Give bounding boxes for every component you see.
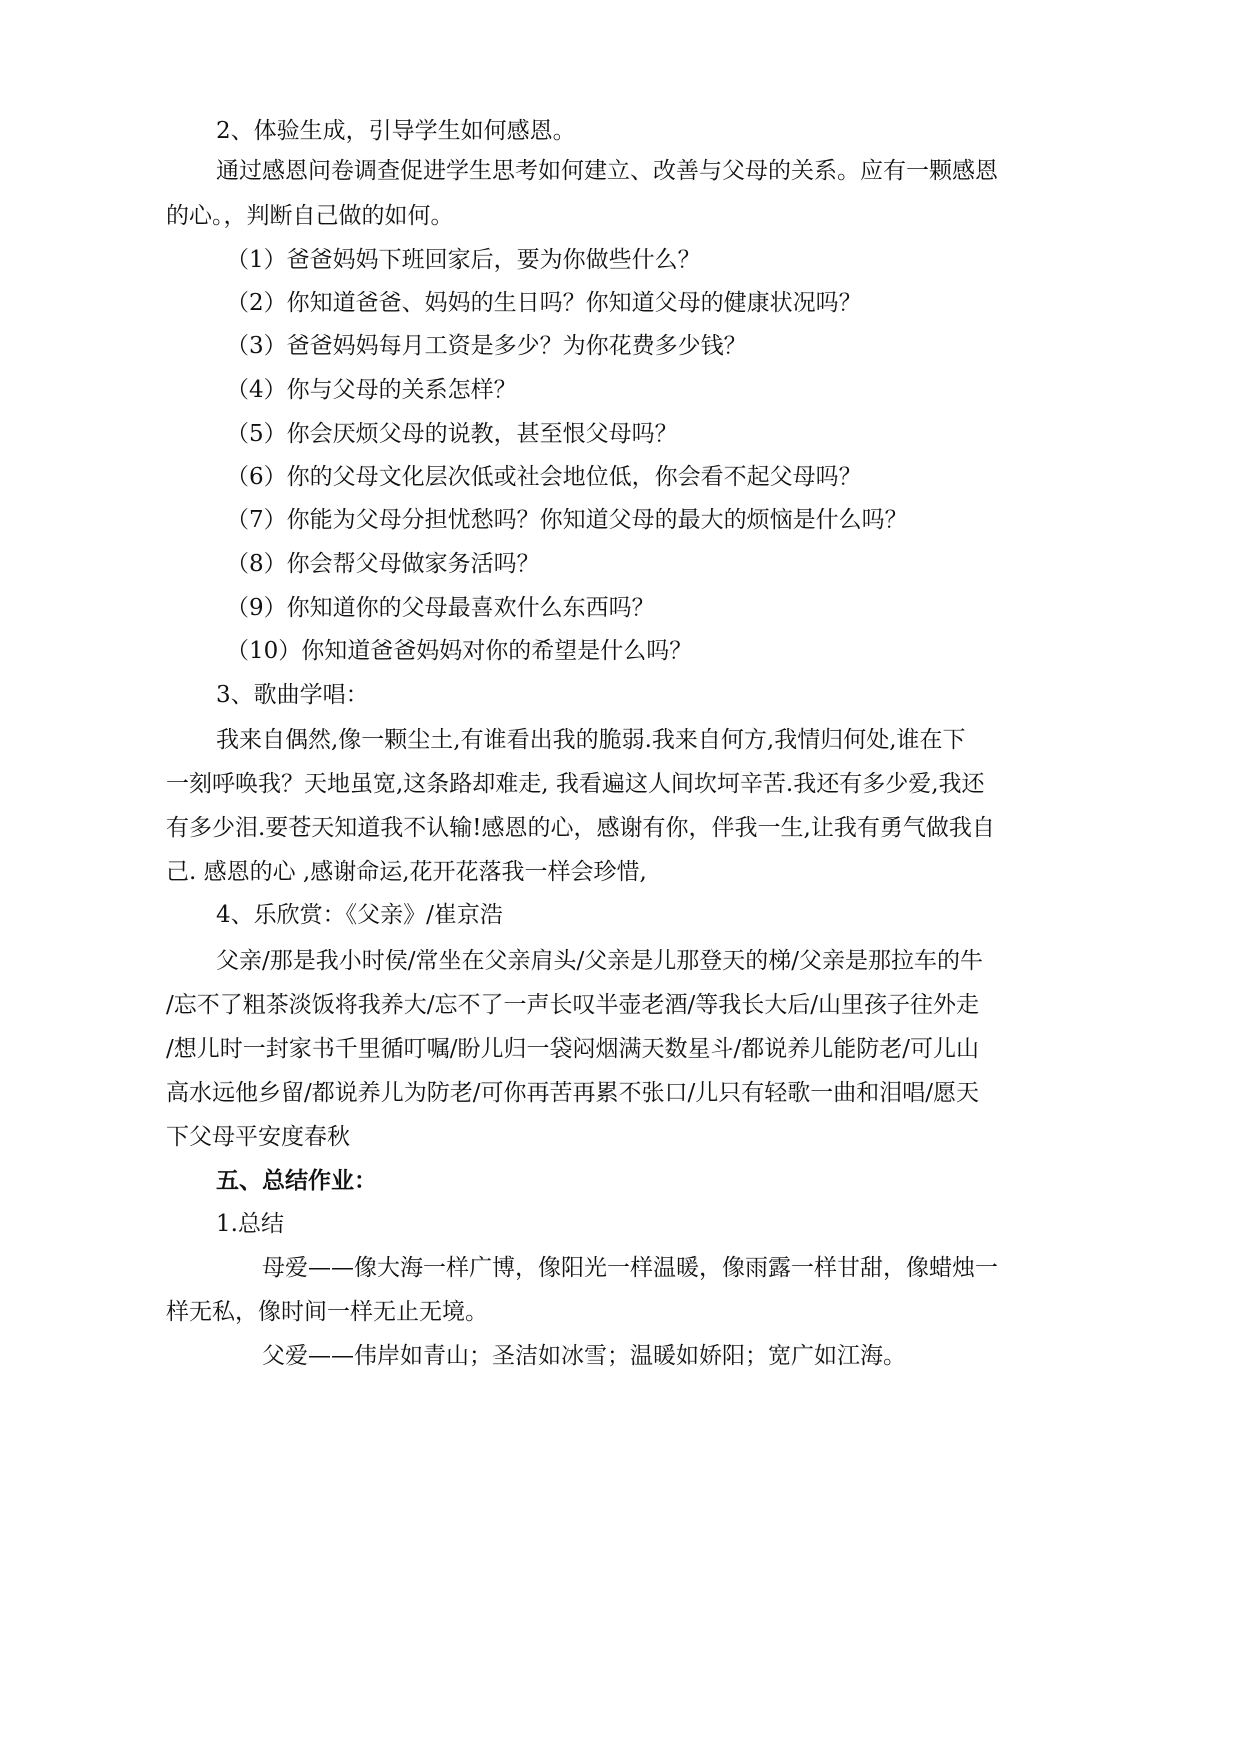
question-item-1: （1）爸爸妈妈下班回家后，要为你做些什么？	[226, 247, 701, 273]
paragraph-line: 的心。，判断自己做的如何。	[166, 203, 454, 229]
section-heading-5: 五、总结作业：	[216, 1167, 377, 1194]
question-item-3: （3）爸爸妈妈每月工资是多少？为你花费多少钱？	[226, 333, 747, 359]
section-heading-3: 3、歌曲学唱：	[216, 682, 369, 708]
question-item-10: （10）你知道爸爸妈妈对你的希望是什么吗？	[226, 638, 693, 664]
summary-line: 母爱——像大海一样广博，像阳光一样温暖，像雨露一样甘甜，像蜡烛一	[262, 1255, 998, 1281]
question-item-4: （4）你与父母的关系怎样？	[226, 377, 517, 403]
lyrics-line: 有多少泪.要苍天知道我不认输!感恩的心，感谢有你，伴我一生,让我有勇气做我自	[166, 815, 995, 841]
paragraph-line: 通过感恩问卷调查促进学生思考如何建立、改善与父母的关系。应有一颗感恩	[216, 158, 998, 184]
summary-line: 样无私，像时间一样无止无境。	[166, 1299, 488, 1325]
question-item-6: （6）你的父母文化层次低或社会地位低，你会看不起父母吗？	[226, 464, 862, 490]
poem-line: 高水远他乡留/都说养儿为防老/可你再苦再累不张口/儿只有轻歌一曲和泪唱/愿天	[166, 1080, 979, 1106]
question-item-5: （5）你会厌烦父母的说教，甚至恨父母吗？	[226, 421, 678, 447]
poem-line: 下父母平安度春秋	[166, 1124, 350, 1150]
question-item-2: （2）你知道爸爸、妈妈的生日吗？你知道父母的健康状况吗？	[226, 290, 862, 316]
summary-line: 父爱——伟岸如青山；圣洁如冰雪；温暖如娇阳；宽广如江海。	[262, 1343, 906, 1369]
section-heading-2: 2、体验生成，引导学生如何感恩。	[216, 118, 576, 144]
lyrics-line: 一刻呼唤我？天地虽宽,这条路却难走, 我看遍这人间坎坷辛苦.我还有多少爱,我还	[166, 771, 985, 797]
subheading-summary: 1.总结	[216, 1211, 284, 1237]
lyrics-line: 己. 感恩的心 ,感谢命运,花开花落我一样会珍惜,	[166, 859, 647, 885]
poem-line: /想儿时一封家书千里循叮嘱/盼儿归一袋闷烟满天数星斗/都说养儿能防老/可儿山	[166, 1036, 979, 1062]
question-item-9: （9）你知道你的父母最喜欢什么东西吗？	[226, 595, 655, 621]
lyrics-line: 我来自偶然,像一颗尘土,有谁看出我的脆弱.我来自何方,我情归何处,谁在下	[216, 727, 966, 753]
poem-line: 父亲/那是我小时侯/常坐在父亲肩头/父亲是儿那登天的梯/父亲是那拉车的牛	[216, 948, 983, 974]
poem-line: /忘不了粗茶淡饭将我养大/忘不了一声长叹半壶老酒/等我长大后/山里孩子往外走	[166, 992, 979, 1018]
question-item-8: （8）你会帮父母做家务活吗？	[226, 551, 540, 577]
question-item-7: （7）你能为父母分担忧愁吗？你知道父母的最大的烦恼是什么吗？	[226, 507, 908, 533]
section-heading-4: 4、乐欣赏：《父亲》/崔京浩	[216, 902, 503, 928]
